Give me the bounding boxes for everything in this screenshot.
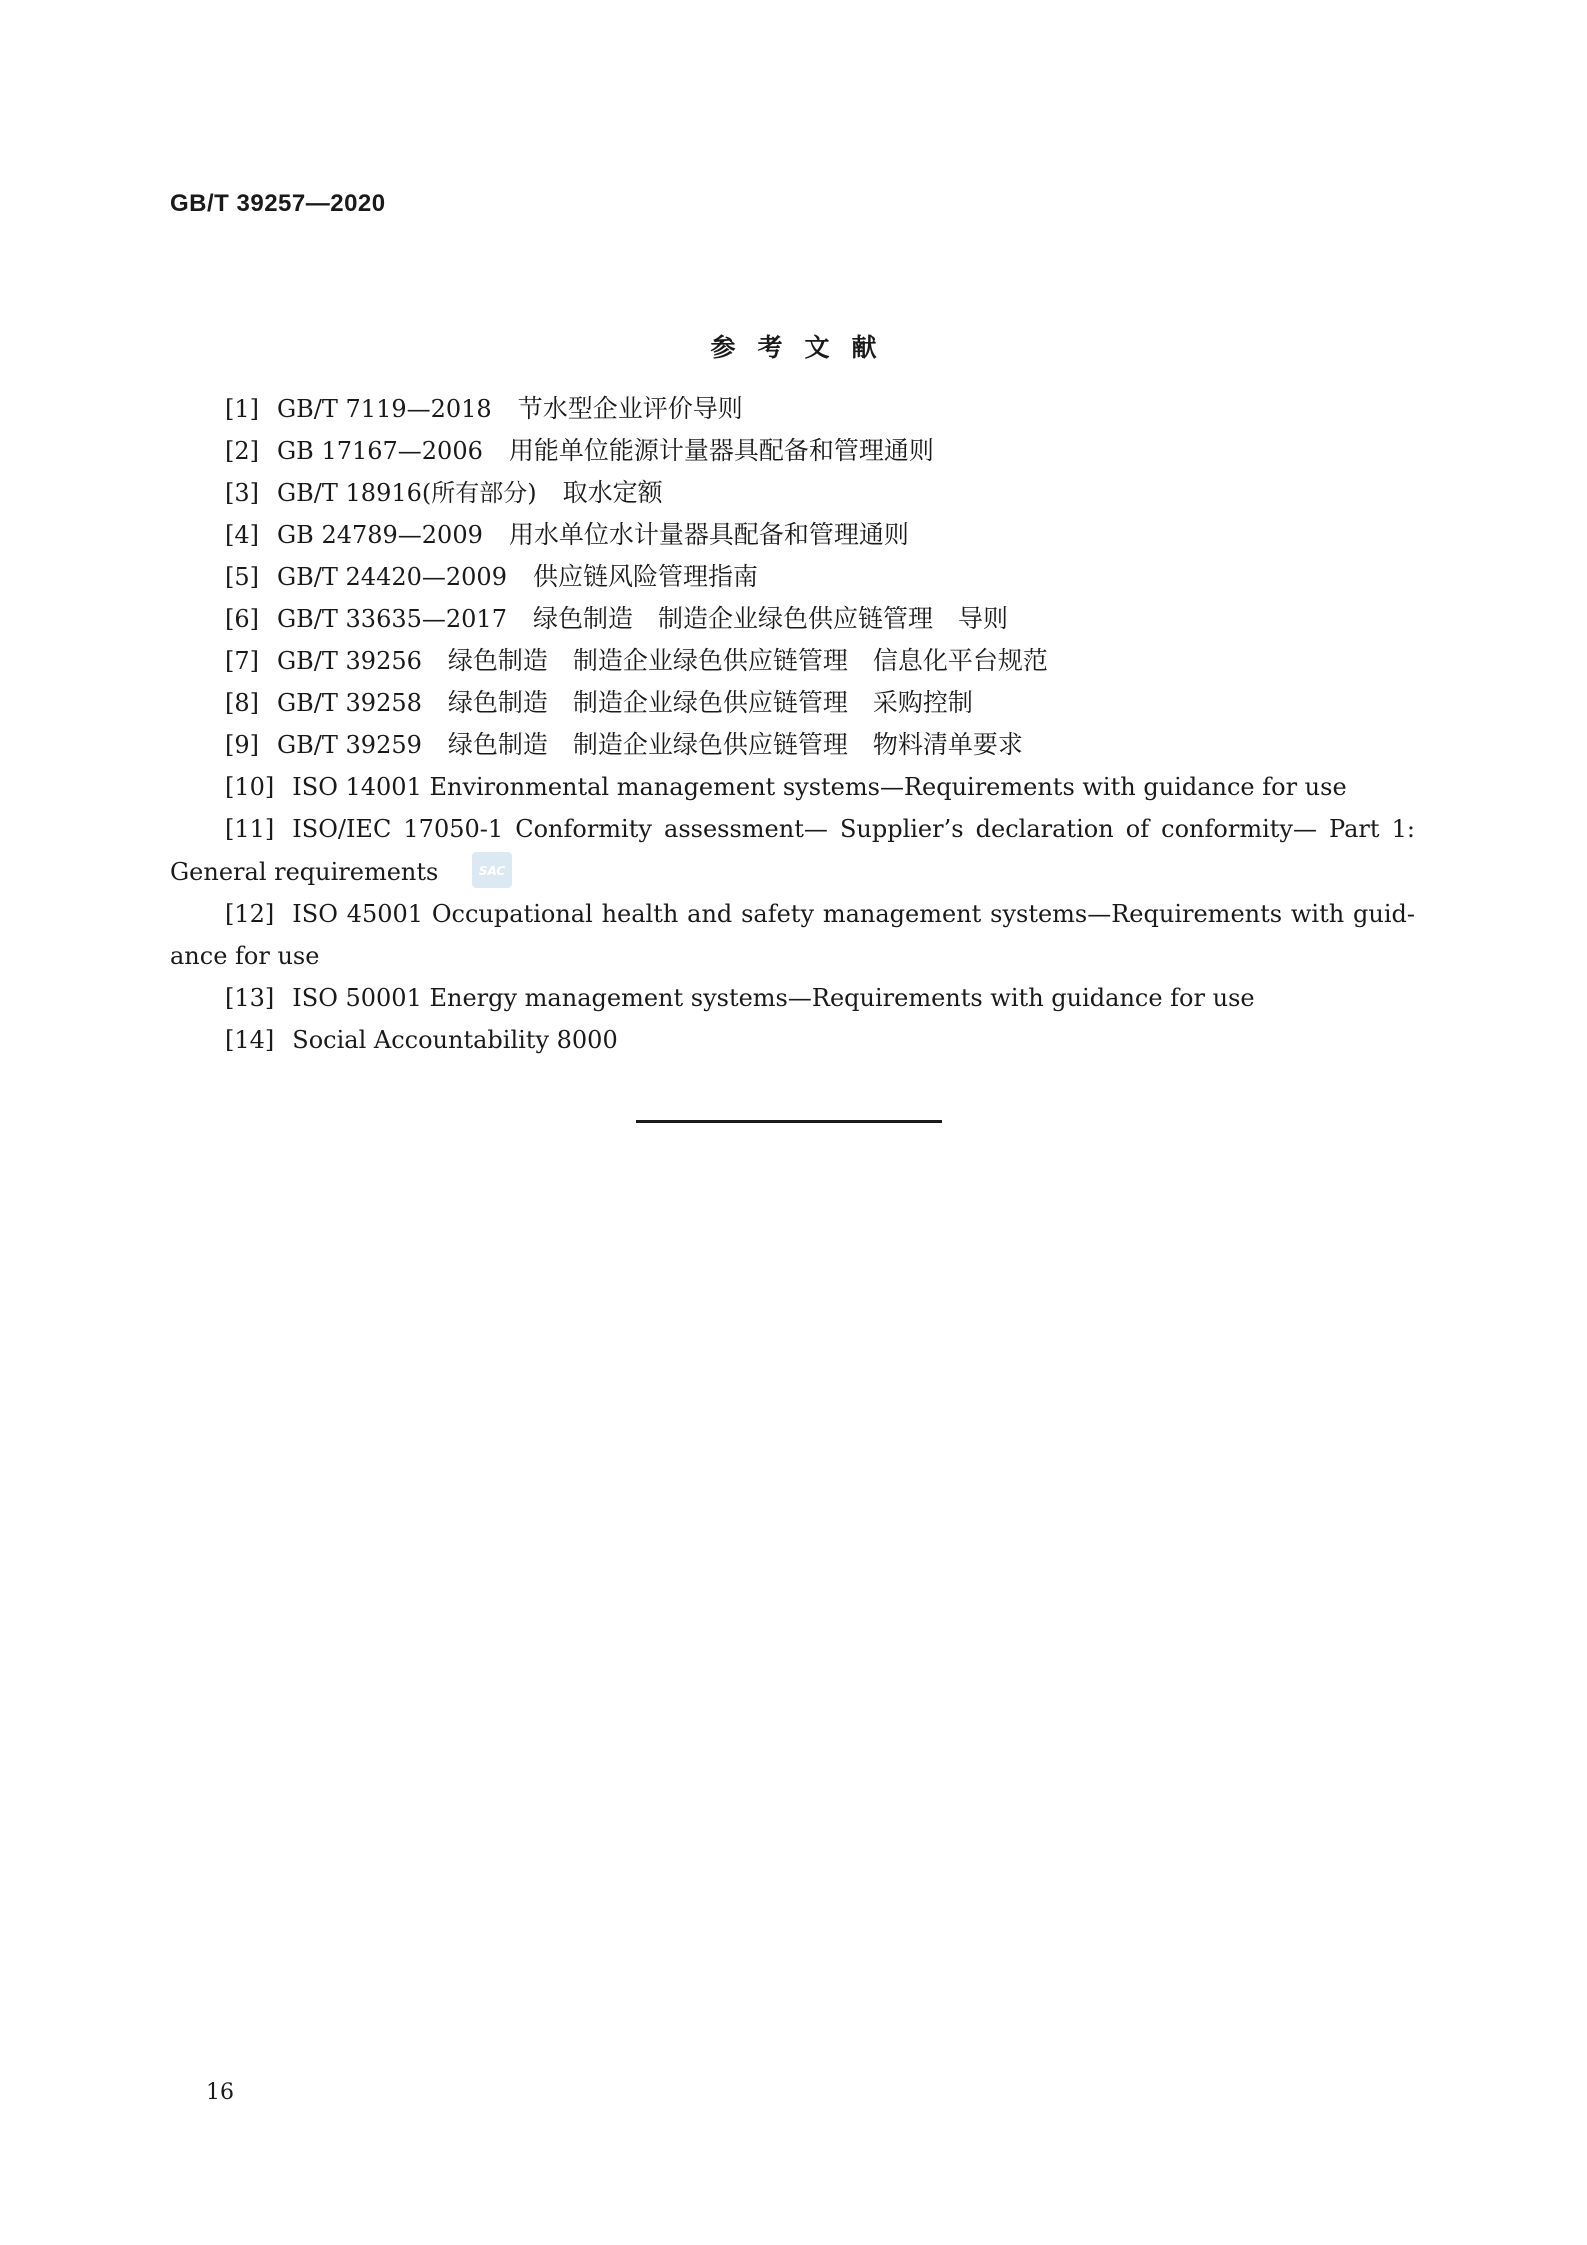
reference-title: 供应链风险管理指南 — [532, 562, 758, 591]
reference-title: 绿色制造 制造企业绿色供应链管理 采购控制 — [447, 688, 973, 717]
reference-number: [3] — [225, 479, 259, 507]
reference-number: [10] — [225, 773, 275, 801]
reference-code: GB 17167—2006 — [277, 437, 483, 465]
reference-item — [170, 514, 1415, 556]
reference-number: [4] — [225, 521, 259, 549]
reference-item — [170, 472, 1415, 514]
reference-item — [170, 640, 1415, 682]
reference-number: [1] — [225, 395, 259, 423]
reference-number: [12] — [225, 900, 275, 928]
reference-number: [9] — [225, 731, 259, 759]
reference-code: GB/T 18916(所有部分) — [277, 479, 537, 507]
reference-code: GB 24789—2009 — [277, 521, 483, 549]
reference-item — [170, 808, 1415, 893]
reference-item — [170, 598, 1415, 640]
reference-title: 绿色制造 制造企业绿色供应链管理 导则 — [532, 604, 1008, 633]
reference-item — [170, 556, 1415, 598]
reference-code: GB/T 39256 — [277, 647, 422, 675]
reference-text: Social Accountability 8000 — [292, 1026, 618, 1054]
reference-title: 用能单位能源计量器具配备和管理通则 — [508, 436, 934, 465]
reference-title: 绿色制造 制造企业绿色供应链管理 信息化平台规范 — [447, 646, 1048, 675]
reference-number: [7] — [225, 647, 259, 675]
section-title: 参考文献 — [710, 333, 899, 362]
reference-title: 绿色制造 制造企业绿色供应链管理 物料清单要求 — [447, 730, 1023, 759]
references-list — [170, 388, 1415, 1061]
reference-number: [14] — [225, 1026, 275, 1054]
reference-number: [2] — [225, 437, 259, 465]
reference-item — [170, 893, 1415, 977]
reference-item — [170, 430, 1415, 472]
reference-code: GB/T 39258 — [277, 689, 422, 717]
end-of-document-rule — [636, 1120, 942, 1123]
reference-code: GB/T 33635—2017 — [277, 605, 507, 633]
reference-item — [170, 724, 1415, 766]
reference-item — [170, 1019, 1415, 1061]
reference-text: ISO 14001 Environmental management systems—Requirements with guidance for use — [292, 773, 1347, 801]
reference-text: ISO 45001 Occupational health and safety management systems—Requirements with guid-ance for use — [170, 900, 1415, 970]
reference-title: 节水型企业评价导则 — [517, 394, 743, 423]
standard-code-header: GB/T 39257—2020 — [170, 190, 386, 217]
reference-code: GB/T 39259 — [277, 731, 422, 759]
reference-number: [5] — [225, 563, 259, 591]
sac-watermark-logo — [472, 850, 512, 890]
reference-item — [170, 682, 1415, 724]
reference-code: GB/T 7119—2018 — [277, 395, 492, 423]
reference-title: 用水单位水计量器具配备和管理通则 — [508, 520, 909, 549]
reference-text: ISO 50001 Energy management systems—Requirements with guidance for use — [292, 984, 1255, 1012]
reference-item — [170, 388, 1415, 430]
reference-text: ISO/IEC 17050-1 Conformity assessment— Supplier’s declaration of conformity— Part 1: General requirements — [170, 815, 1415, 886]
reference-number: [6] — [225, 605, 259, 633]
page-number: 16 — [206, 2080, 234, 2105]
sac-watermark-text: SAC — [479, 864, 506, 878]
reference-number: [8] — [225, 689, 259, 717]
reference-item — [170, 766, 1415, 808]
reference-item — [170, 977, 1415, 1019]
reference-title: 取水定额 — [562, 478, 663, 507]
reference-code: GB/T 24420—2009 — [277, 563, 507, 591]
reference-number: [11] — [225, 815, 275, 843]
reference-number: [13] — [225, 984, 275, 1012]
